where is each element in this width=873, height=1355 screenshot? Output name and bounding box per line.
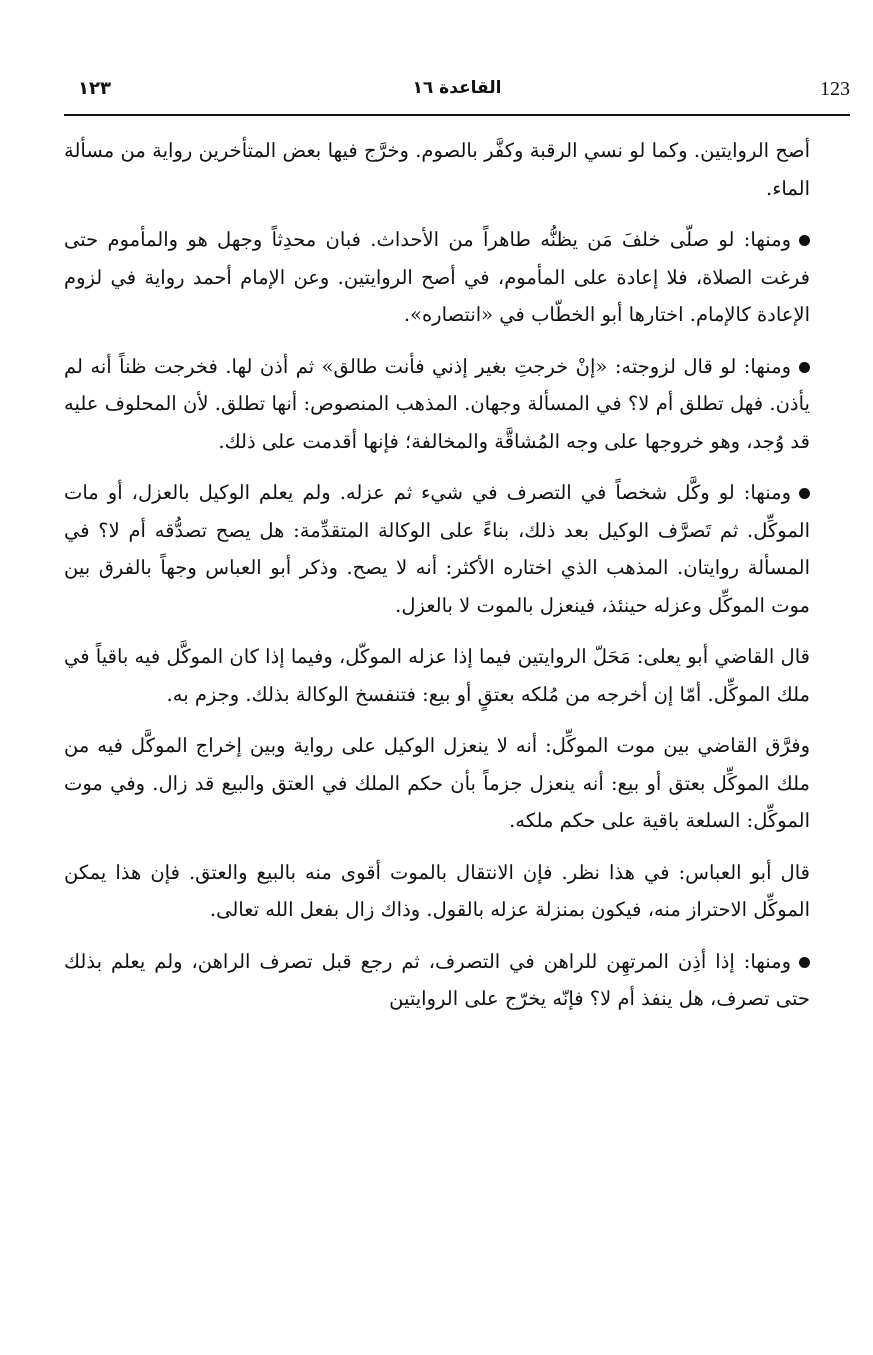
bullet-icon [799, 957, 810, 968]
header-divider [64, 114, 850, 116]
paragraph-text: ومنها: لو وكَّل شخصاً في التصرف في شيء ثم عزله. ولم يعلم الوكيل بالعزل، أو مات الموكِّل. ثم تَصرَّف الوكيل بعد ذلك، بناءً على الوكالة المتقدِّمة: هل يصح تصدُّقه أم لا؟ في المسألة روايتان. المذهب الذي اختاره الأكثر: أنه لا يصح. وذكر أبو العباس وجهاً بالفرق بين موت الموكِّل وعزله حينئذ، فينعزل بالموت لا بالعزل. [64, 481, 810, 617]
paragraph-text: قال أبو العباس: في هذا نظر. فإن الانتقال بالموت أقوى منه بالبيع والعتق. فإن هذا يمكن الموكِّل الاحتراز منه، فيكون بمنزلة عزله بالقول. وذاك زال بفعل الله تعالى. [64, 860, 810, 921]
paragraph [64, 943, 810, 1018]
paragraph [64, 727, 810, 840]
bullet-icon [799, 488, 810, 499]
paragraph [64, 132, 810, 207]
paragraph-text: أصح الروايتين. وكما لو نسي الرقبة وكفَّر بالصوم. وخرَّج فيها بعض المتأخرين رواية من مسألة الماء. [64, 139, 810, 200]
paragraph [64, 854, 810, 929]
paragraph [64, 474, 810, 624]
paragraph [64, 348, 810, 461]
page-number-arabic: ١٢٣ [78, 78, 111, 99]
paragraph-text: قال القاضي أبو يعلى: مَحَلّ الروايتين فيما إذا عزله الموكّل، وفيما إذا كان الموكَّل فيه باقياً في ملك الموكِّل. أمّا إن أخرجه من مُلكه بعتقٍ أو بيع: فتنفسخ الوكالة بذلك. وجزم به. [64, 645, 810, 706]
paragraph-text: ومنها: إذا أذِن المرتهِن للراهن في التصرف، ثم رجع قبل تصرف الراهن، ولم يعلم بذلك حتى تصرف، هل ينفذ أم لا؟ فإنّه يخرّج على الروايتين [64, 949, 810, 1010]
bullet-icon [799, 362, 810, 373]
page-header [64, 78, 850, 112]
paragraph-text: ومنها: لو قال لزوجته: «إنْ خرجتِ بغير إذني فأنت طالق» ثم أذن لها. فخرجت ظناً أنه لم يأذن. فهل تطلق أم لا؟ في المسألة وجهان. المذهب المنصوص: أنها تطلق. لأن المحلوف عليه قد وُجد، وهو خروجها على وجه المُشاقَّة والمخالفة؛ فإنها أقدمت على ذلك. [64, 354, 810, 453]
paragraph-text: ومنها: لو صلّى خلفَ مَن يظنُّه طاهراً من الأحداث. فبان محدِثاً وجهل هو والمأموم حتى فرغت الصلاة، فلا إعادة على المأموم، في أصح الروايتين. وعن الإمام أحمد رواية في لزوم الإعادة كالإمام. اختارها أبو الخطّاب في «انتصاره». [64, 228, 810, 326]
paragraph-text: وفرَّق القاضي بين موت الموكِّل: أنه لا ينعزل الوكيل على رواية وبين إخراج الموكَّل فيه من ملك الموكِّل بعتق أو بيع: أنه ينعزل جزماً بأن حكم الملك في العتق والبيع قد زال. وفي موت الموكِّل: السلعة باقية على حكم ملكه. [64, 734, 810, 832]
paragraph [64, 638, 810, 713]
page-body [64, 132, 810, 1032]
running-title: القاعدة ١٦ [412, 78, 502, 98]
paragraph [64, 221, 810, 334]
bullet-icon [799, 235, 810, 246]
page-number-latin: 123 [820, 78, 850, 100]
